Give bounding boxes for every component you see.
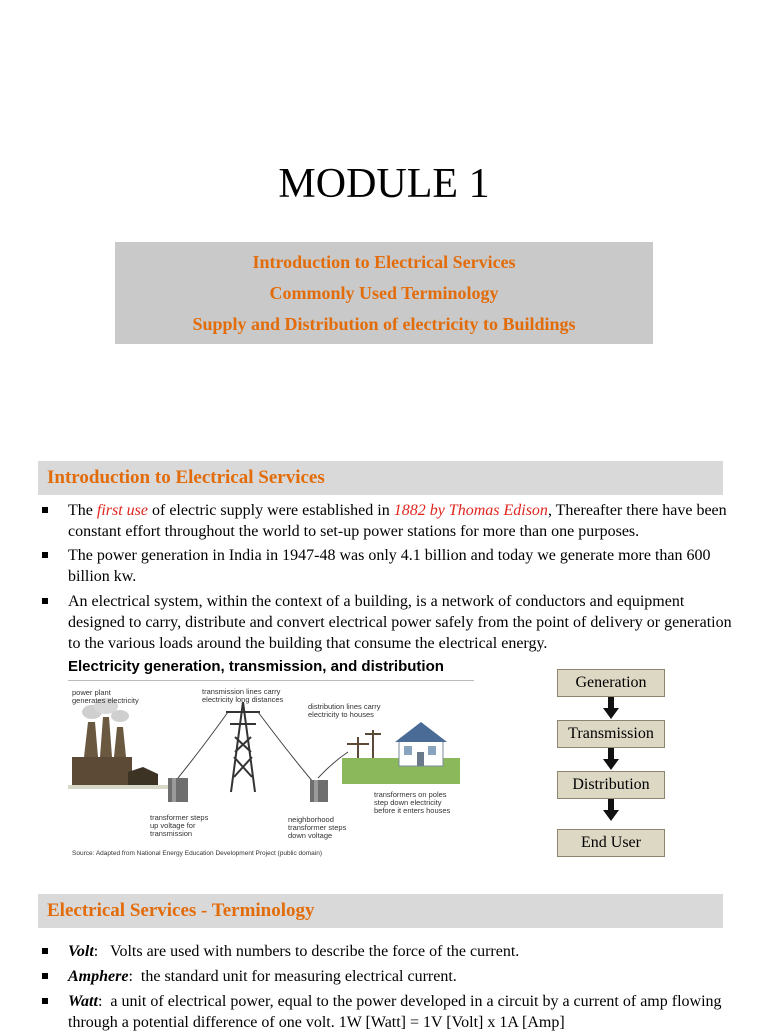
flow-step-end-user: End User (557, 829, 665, 857)
bullet-marker (42, 507, 48, 513)
diagram-label: neighborhood transformer steps down voltage (288, 815, 347, 840)
topic-item: Introduction to Electrical Services (252, 252, 516, 272)
list-item (40, 991, 740, 1033)
house-icon (395, 722, 447, 766)
diagram-label: transformer steps up voltage for transmission (150, 813, 209, 838)
term-label: Volt (68, 943, 94, 960)
diagram-label: power plant generates electricity (72, 688, 139, 705)
text-run: The (68, 502, 97, 519)
flow-step-generation: Generation (557, 669, 665, 697)
arrow-down-icon (603, 697, 619, 719)
electricity-diagram (68, 658, 474, 860)
flow-step-transmission: Transmission (557, 720, 665, 748)
topic-item: Commonly Used Terminology (269, 283, 499, 303)
bullet-marker (42, 973, 48, 979)
text-run: The power generation in India in 1947-48 was only 4.1 billion and today we generate more than 600 billion kw. (68, 547, 711, 585)
text-run: An electrical system, within the context of a building, is a network of conductors and equipment designed to carry, distribute and convert electrical power safely from the point of delivery or generation to the various loads around the building that consume the electrical energy. (68, 593, 732, 652)
arrow-down-icon (603, 799, 619, 821)
grid-illustration (68, 682, 474, 860)
text-run: , Thereafter there have been constant effort throughout the world to set-up power stations for more than one purposes. (68, 502, 727, 540)
term-definition: : the standard unit for measuring electrical current. (128, 968, 457, 985)
list-item (40, 500, 740, 542)
intro-heading: Introduction to Electrical Services (38, 461, 723, 495)
list-item (40, 591, 740, 654)
transformer-icon (310, 780, 328, 802)
bullet-marker (42, 948, 48, 954)
bullet-marker (42, 998, 48, 1004)
diagram-label: distribution lines carry electricity to houses (308, 702, 381, 719)
highlight-text: 1882 by Thomas Edison (393, 502, 548, 519)
bullet-marker (42, 598, 48, 604)
divider (68, 680, 474, 681)
transmission-tower-icon (226, 702, 260, 792)
list-item (40, 545, 740, 587)
list-item (40, 941, 740, 962)
term-definition: : Volts are used with numbers to describe the force of the current. (93, 943, 520, 960)
terminology-heading: Electrical Services - Terminology (38, 894, 723, 928)
terminology-bullets (40, 941, 740, 1033)
topics-box (115, 242, 653, 344)
intro-bullets (40, 500, 740, 654)
diagram-source: Source: Adapted from National Energy Education Development Project (public domain) (72, 850, 323, 857)
diagram-label: transmission lines carry electricity long distances (202, 687, 284, 704)
list-item (40, 966, 740, 987)
highlight-text: first use (96, 502, 148, 519)
bullet-marker (42, 552, 48, 558)
term-definition: : a unit of electrical power, equal to the power developed in a circuit by a current of amp flowing through a potential difference of one volt. 1W [Watt] = 1V [Volt] x 1A [Amp] (68, 993, 726, 1031)
term-label: Amphere (68, 968, 129, 985)
diagram-label: transformers on poles step down electricity before it enters houses (374, 790, 451, 815)
text-run: of electric supply were established in (148, 502, 394, 519)
term-label: Watt (68, 993, 98, 1010)
power-plant-icon (68, 698, 178, 789)
topic-item: Supply and Distribution of electricity to Buildings (192, 314, 576, 334)
diagram-title: Electricity generation, transmission, and distribution (68, 658, 444, 675)
flow-step-distribution: Distribution (557, 771, 665, 799)
transformer-icon (168, 778, 188, 802)
module-title: MODULE 1 (278, 161, 490, 207)
arrow-down-icon (603, 748, 619, 770)
